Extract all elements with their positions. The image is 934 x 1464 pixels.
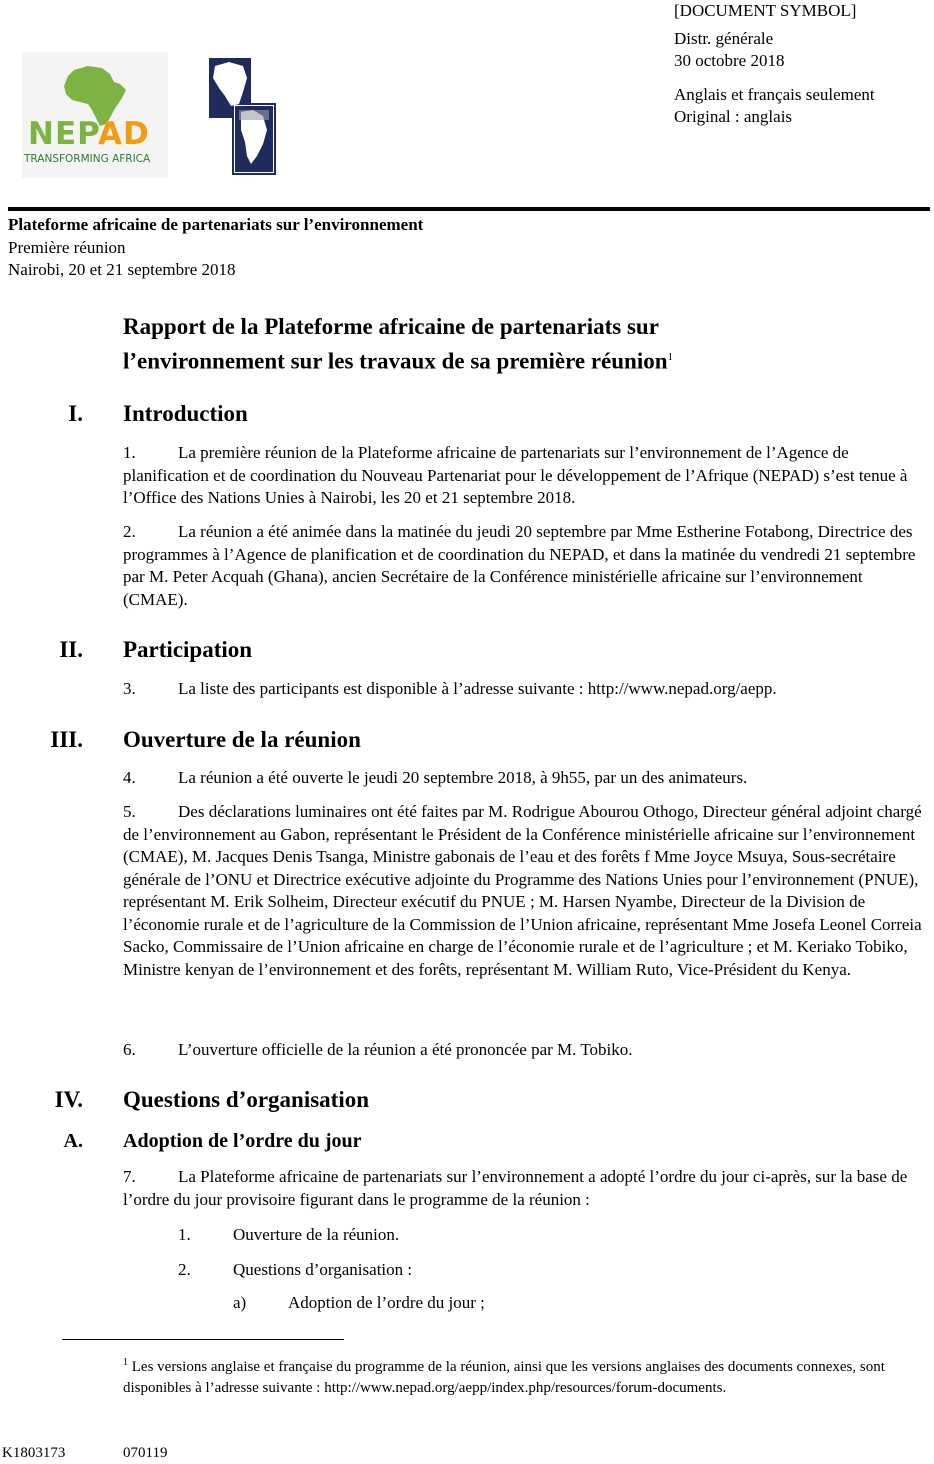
paragraph-number: 6.: [123, 1040, 136, 1059]
job-number: K1803173: [2, 1445, 66, 1461]
document-date: 30 octobre 2018: [674, 51, 785, 70]
platform-emblem-logo: [195, 52, 287, 178]
meeting-place-date: Nairobi, 20 et 21 septembre 2018: [8, 260, 236, 279]
meeting-info: [8, 214, 423, 282]
meeting-session: Première réunion: [8, 237, 126, 257]
paragraph-text: La première réunion de la Plateforme africaine de partenariats sur l’environnement de l’Agence de planification et de coordination du Nouveau Partenariat pour le développement de l’Afrique (NEPAD) s’est tenue à l’Office des Nations Unies à Nairobi, les 20 et 21 septembre 2018.: [123, 443, 908, 507]
agenda-item-2a: [233, 1292, 485, 1314]
section-heading-participation: [0, 635, 934, 665]
paragraph-1: [123, 442, 931, 510]
agenda-item-text: Questions d’organisation :: [233, 1260, 413, 1279]
footnote-reference: 1: [667, 351, 674, 363]
agenda-item-number: 1.: [178, 1225, 191, 1244]
nepad-wordmark: NEPAD: [28, 116, 150, 152]
paragraph-number: 7.: [123, 1167, 136, 1186]
footnote-1: [123, 1353, 923, 1398]
agenda-item-number: a): [233, 1293, 247, 1312]
report-title: [123, 312, 903, 377]
agenda-item-text: Adoption de l’ordre du jour ;: [288, 1293, 485, 1312]
paragraph-number: 5.: [123, 802, 136, 821]
section-title: Participation: [123, 637, 253, 662]
paragraph-number: 3.: [123, 679, 136, 698]
original-language: Original : anglais: [674, 107, 793, 126]
nepad-logo: [22, 52, 168, 178]
date-code: 070119: [123, 1445, 168, 1461]
section-number: III.: [50, 727, 83, 752]
paragraph-6: [123, 1039, 931, 1062]
distribution: Distr. générale: [674, 29, 774, 48]
paragraph-5: [123, 801, 931, 981]
section-heading-introduction: [0, 399, 934, 429]
report-title-line1: Rapport de la Plateforme africaine de partenariats sur: [123, 314, 659, 339]
report-title-line2: l’environnement sur les travaux de sa première réunion: [123, 348, 668, 374]
section-number: I.: [68, 401, 83, 426]
section-title: Ouverture de la réunion: [123, 727, 361, 752]
document-header: [674, 0, 875, 128]
paragraph-text: La liste des participants est disponible à l’adresse suivante : http://www.nepad.org/aepp.: [178, 679, 777, 698]
agenda-item-2: [178, 1259, 412, 1281]
paragraph-number: 2.: [123, 522, 136, 541]
section-title: Introduction: [123, 401, 248, 426]
subsection-heading-agenda: [0, 1128, 934, 1154]
document-symbol: [DOCUMENT SYMBOL]: [674, 1, 857, 20]
paragraph-4: [123, 767, 931, 790]
meeting-name: Plateforme africaine de partenariats sur l’environnement: [8, 215, 424, 234]
languages: Anglais et français seulement: [674, 85, 875, 104]
section-number: IV.: [54, 1087, 83, 1112]
agenda-item-1: [178, 1224, 399, 1246]
paragraph-number: 4.: [123, 768, 136, 787]
section-title: Questions d’organisation: [123, 1087, 370, 1112]
paragraph-text: L’ouverture officielle de la réunion a été prononcée par M. Tobiko.: [178, 1040, 633, 1059]
section-heading-organization: [0, 1085, 934, 1115]
paragraph-number: 1.: [123, 443, 136, 462]
footnote-separator: [62, 1339, 344, 1340]
agenda-item-number: 2.: [178, 1260, 191, 1279]
header-rule: [8, 207, 930, 211]
agenda-item-text: Ouverture de la réunion.: [233, 1225, 400, 1244]
footnote-text: Les versions anglaise et française du programme de la réunion, ainsi que les versions anglaises des documents connexes, sont disponibles à l’adresse suivante : http://www.nepad.org/aepp/index.php/resources/forum-documents.: [123, 1359, 885, 1396]
paragraph-text: Des déclarations luminaires ont été faites par M. Rodrigue Abourou Othogo, Directeur général adjoint chargé de l’environnement au Gabon, représentant le Président de la Conférence ministérielle africaine sur l’environnement (CMAE), M. Jacques Denis Tsanga, Ministre gabonais de l’eau et des forêts f Mme Joyce Msuya, Sous-secrétaire générale de l’ONU et Directrice exécutive adjointe du Programme des Nations Unies pour l’environnement (PNUE), représentant M. Erik Solheim, Directeur exécutif du PNUE ; M. Harsen Nyambe, Directeur de la Division de l’économie rurale et de l’agriculture de la Commission de l’Union africaine, représentant Mme Josefa Leonel Correia Sacko, Commissaire de l’Union africaine en charge de l’économie rurale et de l’agriculture ; et M. Keriako Tobiko, Ministre kenyan de l’environnement et des forêts, représentant M. William Ruto, Vice-Président du Kenya.: [123, 802, 922, 979]
paragraph-2: [123, 521, 931, 611]
footnote-number: 1: [123, 1357, 128, 1368]
paragraph-7: [123, 1166, 931, 1211]
section-number: II.: [59, 637, 83, 662]
section-heading-opening: [0, 725, 934, 755]
subsection-number: A.: [63, 1130, 83, 1152]
nepad-tagline: TRANSFORMING AFRICA: [24, 153, 151, 165]
subsection-title: Adoption de l’ordre du jour: [123, 1130, 362, 1152]
paragraph-text: La Plateforme africaine de partenariats sur l’environnement a adopté l’ordre du jour ci-après, sur la base de l’ordre du jour provisoire figurant dans le programme de la réunion :: [123, 1167, 908, 1209]
paragraph-text: La réunion a été ouverte le jeudi 20 septembre 2018, à 9h55, par un des animateurs.: [178, 768, 748, 787]
paragraph-3: [123, 678, 931, 701]
paragraph-text: La réunion a été animée dans la matinée du jeudi 20 septembre par Mme Estherine Fotabong, Directrice des programmes à l’Agence de planification et de coordination du NEPAD, et dans la matinée du vendredi 21 septembre par M. Peter Acquah (Ghana), ancien Secrétaire de la Conférence ministérielle africaine sur l’environnement (CMAE).: [123, 522, 916, 609]
africa-emblem-icon: [195, 52, 287, 178]
